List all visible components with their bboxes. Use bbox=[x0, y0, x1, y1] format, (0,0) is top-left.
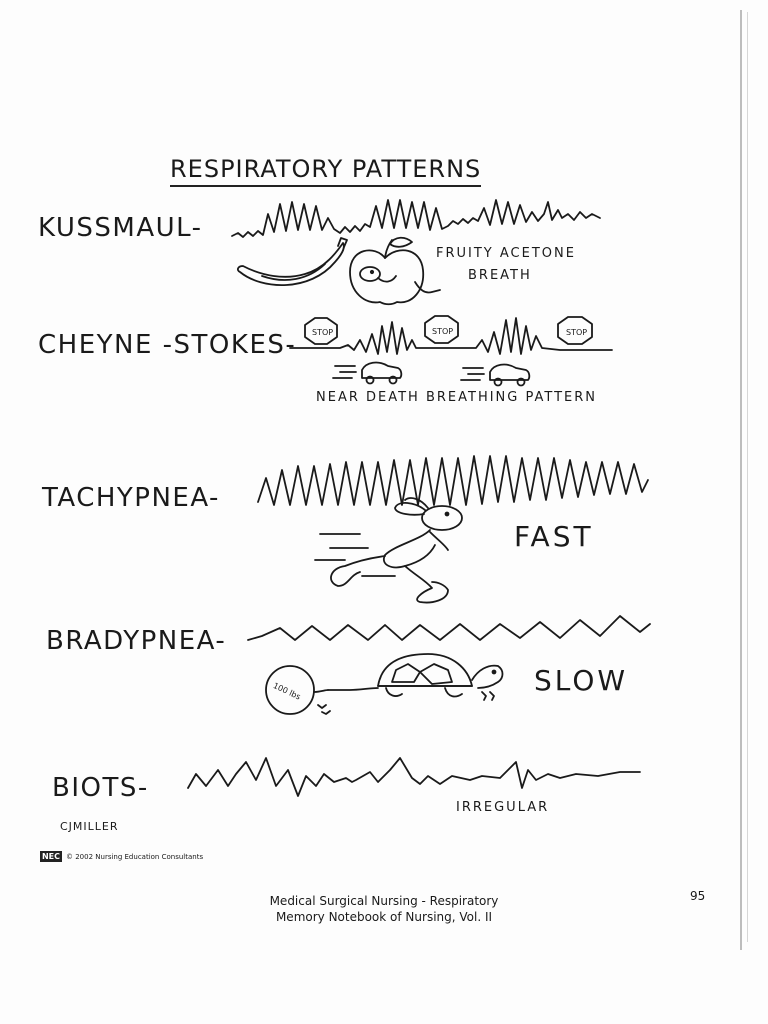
stop-sign-label: STOP bbox=[432, 327, 454, 336]
copyright-text: © 2002 Nursing Education Consultants bbox=[66, 853, 204, 861]
bradypnea-label: BRADYPNEA- bbox=[46, 626, 227, 656]
page-number: 95 bbox=[690, 889, 706, 903]
near-death-note: NEAR DEATH BREATHING PATTERN bbox=[316, 390, 597, 405]
stop-sign-label: STOP bbox=[312, 328, 334, 337]
author-signature: CJMILLER bbox=[60, 820, 119, 833]
fruity-acetone-note: FRUITY ACETONE bbox=[436, 246, 576, 261]
stop-sign-label: STOP bbox=[566, 328, 588, 337]
running-rabbit-icon bbox=[315, 498, 462, 602]
slow-note: SLOW bbox=[534, 664, 629, 697]
tachypnea-label: TACHYPNEA- bbox=[42, 483, 220, 513]
ball-weight-label: 100 lbs bbox=[271, 681, 302, 702]
breath-note: BREATH bbox=[468, 268, 532, 283]
car-icon bbox=[333, 363, 401, 384]
biots-wave bbox=[188, 758, 640, 796]
turtle-icon bbox=[378, 654, 503, 700]
ball-and-chain-icon bbox=[266, 666, 378, 714]
tachypnea-wave bbox=[258, 456, 648, 505]
irregular-note: IRREGULAR bbox=[456, 800, 550, 815]
cheyne-stokes-wave bbox=[290, 318, 612, 354]
page-title: RESPIRATORY PATTERNS bbox=[170, 155, 481, 187]
nec-logo: NEC bbox=[41, 852, 61, 861]
footer-line-1: Medical Surgical Nursing - Respiratory bbox=[269, 894, 499, 908]
bradypnea-wave bbox=[248, 616, 650, 640]
biots-label: BIOTS- bbox=[52, 773, 149, 803]
stop-sign-icon bbox=[425, 316, 458, 343]
fast-note: FAST bbox=[514, 520, 594, 553]
stop-sign-icon bbox=[558, 317, 592, 344]
banana-icon bbox=[238, 238, 347, 285]
footer-line-2: Memory Notebook of Nursing, Vol. II bbox=[275, 910, 493, 924]
apple-with-worm-icon bbox=[350, 238, 440, 305]
car-icon bbox=[461, 365, 529, 386]
kussmaul-label: KUSSMAUL- bbox=[38, 213, 203, 243]
cheyne-stokes-label: CHEYNE -STOKES- bbox=[38, 330, 297, 360]
kussmaul-wave bbox=[232, 200, 600, 237]
stop-sign-icon bbox=[305, 318, 337, 344]
